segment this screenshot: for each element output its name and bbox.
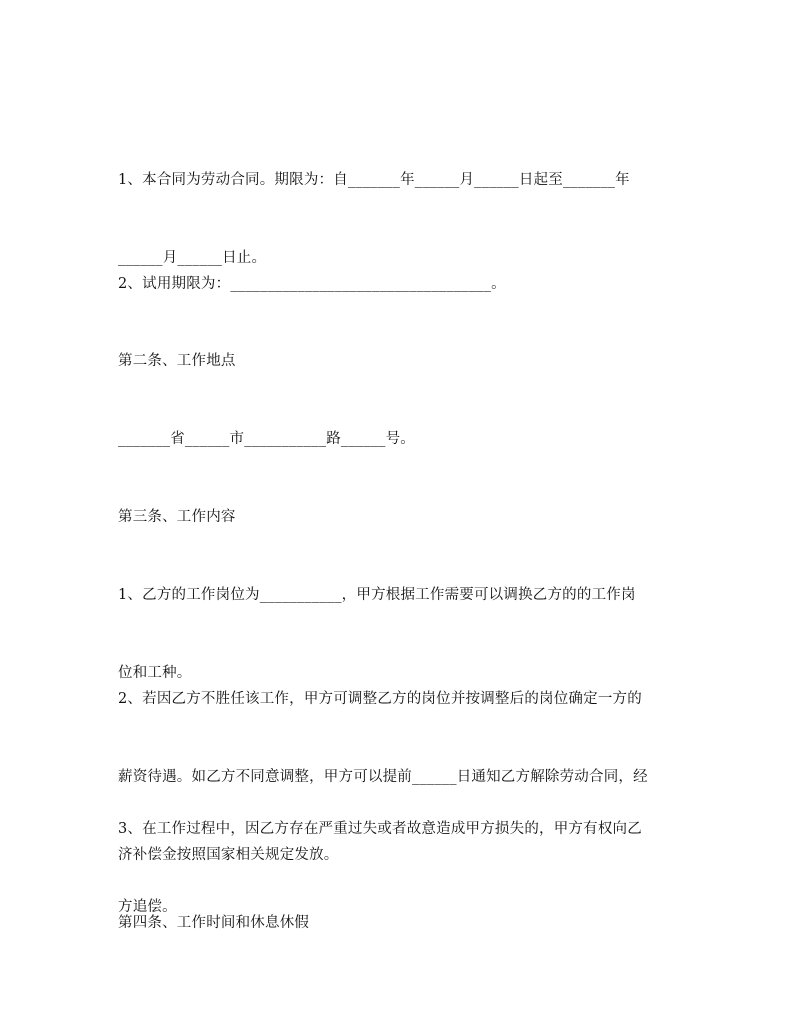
text-line: 2、试用期限为：___________________________________。 xyxy=(118,276,506,292)
text-line: 薪资待遇。如乙方不同意调整，甲方可以提前______日通知乙方解除劳动合同，经 xyxy=(118,769,648,785)
text-line: 济补偿金按照国家相关规定发放。 xyxy=(118,847,339,863)
text-line: 第二条、工作地点 xyxy=(118,353,236,369)
text-line: _______省______市___________路______号。 xyxy=(118,431,415,447)
text-line: 位和工种。 xyxy=(118,665,192,681)
text-line: 3、在工作过程中，因乙方存在严重过失或者故意造成甲方损失的，甲方有权向乙 xyxy=(118,821,642,837)
text-line: 方追偿。 xyxy=(118,899,177,915)
text-line: ______月______日止。 xyxy=(118,250,267,266)
text-line: 2、若因乙方不胜任该工作，甲方可调整乙方的岗位并按调整后的岗位确定一方的 xyxy=(118,691,642,707)
text-line: 第三条、工作内容 xyxy=(118,509,236,525)
text-line: 1、本合同为劳动合同。期限为：自_______年______月______日起至_______年 xyxy=(118,172,630,188)
text-line: 1、乙方的工作岗位为___________，甲方根据工作需要可以调换乙方的的工作岗 xyxy=(118,587,636,603)
text-line: 第四条、工作时间和休息休假 xyxy=(118,915,310,931)
article-4-heading xyxy=(118,858,684,988)
